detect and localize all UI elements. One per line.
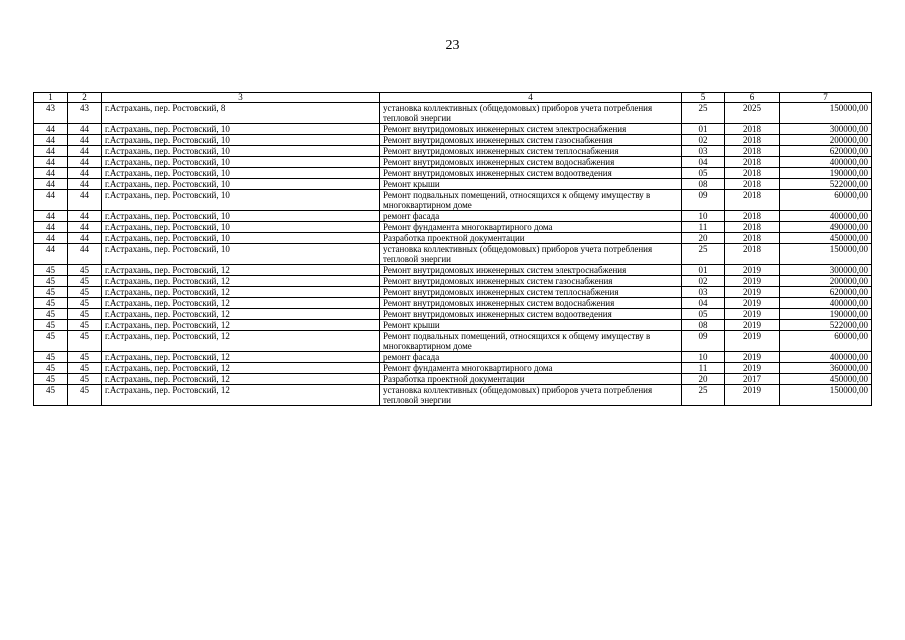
house-number-cell: 45 <box>68 276 102 287</box>
work-code-cell: 25 <box>682 385 725 406</box>
table-row <box>34 244 872 265</box>
address-cell: г.Астрахань, пер. Ростовский, 10 <box>102 124 380 135</box>
cost-cell: 400000,00 <box>780 157 872 168</box>
column-header: 6 <box>725 93 780 103</box>
cost-cell: 400000,00 <box>780 211 872 222</box>
work-code-cell: 08 <box>682 320 725 331</box>
row-number-cell: 44 <box>34 211 68 222</box>
year-cell: 2018 <box>725 244 780 265</box>
work-type-cell: Ремонт фундамента многоквартирного дома <box>380 222 682 233</box>
address-cell: г.Астрахань, пер. Ростовский, 10 <box>102 211 380 222</box>
table-row <box>34 309 872 320</box>
address-cell: г.Астрахань, пер. Ростовский, 12 <box>102 276 380 287</box>
table-row <box>34 190 872 211</box>
cost-cell: 450000,00 <box>780 374 872 385</box>
year-cell: 2017 <box>725 374 780 385</box>
house-number-cell: 45 <box>68 363 102 374</box>
house-number-cell: 45 <box>68 287 102 298</box>
year-cell: 2018 <box>725 135 780 146</box>
house-number-cell: 45 <box>68 265 102 276</box>
address-cell: г.Астрахань, пер. Ростовский, 12 <box>102 287 380 298</box>
year-cell: 2019 <box>725 309 780 320</box>
cost-cell: 60000,00 <box>780 331 872 352</box>
year-cell: 2019 <box>725 298 780 309</box>
row-number-cell: 45 <box>34 385 68 406</box>
year-cell: 2019 <box>725 287 780 298</box>
address-cell: г.Астрахань, пер. Ростовский, 10 <box>102 146 380 157</box>
house-number-cell: 44 <box>68 146 102 157</box>
table-row <box>34 146 872 157</box>
house-number-cell: 45 <box>68 352 102 363</box>
year-cell: 2019 <box>725 385 780 406</box>
work-type-cell: Ремонт внутридомовых инженерных систем водоснабжения <box>380 157 682 168</box>
row-number-cell: 44 <box>34 157 68 168</box>
year-cell: 2018 <box>725 146 780 157</box>
work-code-cell: 20 <box>682 233 725 244</box>
address-cell: г.Астрахань, пер. Ростовский, 12 <box>102 374 380 385</box>
column-header: 5 <box>682 93 725 103</box>
row-number-cell: 45 <box>34 331 68 352</box>
cost-cell: 400000,00 <box>780 298 872 309</box>
table-row <box>34 320 872 331</box>
work-type-cell: Ремонт внутридомовых инженерных систем электроснабжения <box>380 265 682 276</box>
cost-cell: 620000,00 <box>780 146 872 157</box>
house-number-cell: 44 <box>68 135 102 146</box>
column-header: 7 <box>780 93 872 103</box>
work-code-cell: 03 <box>682 146 725 157</box>
work-type-cell: Ремонт внутридомовых инженерных систем водоотведения <box>380 309 682 320</box>
house-number-cell: 44 <box>68 168 102 179</box>
row-number-cell: 43 <box>34 103 68 124</box>
cost-cell: 150000,00 <box>780 244 872 265</box>
house-number-cell: 45 <box>68 309 102 320</box>
year-cell: 2018 <box>725 211 780 222</box>
work-type-cell: Ремонт крыши <box>380 179 682 190</box>
table-row <box>34 103 872 124</box>
work-code-cell: 09 <box>682 331 725 352</box>
table-row <box>34 385 872 406</box>
row-number-cell: 44 <box>34 124 68 135</box>
work-code-cell: 04 <box>682 157 725 168</box>
house-number-cell: 45 <box>68 320 102 331</box>
house-number-cell: 44 <box>68 190 102 211</box>
work-type-cell: Ремонт внутридомовых инженерных систем теплоснабжения <box>380 287 682 298</box>
cost-cell: 300000,00 <box>780 265 872 276</box>
address-cell: г.Астрахань, пер. Ростовский, 8 <box>102 103 380 124</box>
address-cell: г.Астрахань, пер. Ростовский, 12 <box>102 331 380 352</box>
cost-cell: 360000,00 <box>780 363 872 374</box>
row-number-cell: 45 <box>34 352 68 363</box>
year-cell: 2025 <box>725 103 780 124</box>
work-type-cell: Ремонт внутридомовых инженерных систем электроснабжения <box>380 124 682 135</box>
row-number-cell: 45 <box>34 309 68 320</box>
work-type-cell: ремонт фасада <box>380 211 682 222</box>
cost-cell: 450000,00 <box>780 233 872 244</box>
work-code-cell: 25 <box>682 103 725 124</box>
address-cell: г.Астрахань, пер. Ростовский, 12 <box>102 320 380 331</box>
work-code-cell: 01 <box>682 124 725 135</box>
address-cell: г.Астрахань, пер. Ростовский, 10 <box>102 179 380 190</box>
house-number-cell: 45 <box>68 385 102 406</box>
work-type-cell: Ремонт внутридомовых инженерных систем газоснабжения <box>380 276 682 287</box>
year-cell: 2018 <box>725 233 780 244</box>
year-cell: 2018 <box>725 157 780 168</box>
address-cell: г.Астрахань, пер. Ростовский, 10 <box>102 190 380 211</box>
work-type-cell: установка коллективных (общедомовых) приборов учета потребления тепловой энергии <box>380 103 682 124</box>
row-number-cell: 44 <box>34 135 68 146</box>
work-code-cell: 02 <box>682 135 725 146</box>
cost-cell: 522000,00 <box>780 179 872 190</box>
address-cell: г.Астрахань, пер. Ростовский, 10 <box>102 135 380 146</box>
column-header: 2 <box>68 93 102 103</box>
column-header: 3 <box>102 93 380 103</box>
year-cell: 2018 <box>725 190 780 211</box>
year-cell: 2018 <box>725 222 780 233</box>
cost-cell: 150000,00 <box>780 103 872 124</box>
house-number-cell: 45 <box>68 298 102 309</box>
work-code-cell: 10 <box>682 352 725 363</box>
cost-cell: 200000,00 <box>780 276 872 287</box>
work-code-cell: 05 <box>682 168 725 179</box>
address-cell: г.Астрахань, пер. Ростовский, 10 <box>102 244 380 265</box>
work-type-cell: Ремонт внутридомовых инженерных систем водоотведения <box>380 168 682 179</box>
row-number-cell: 45 <box>34 298 68 309</box>
cost-cell: 190000,00 <box>780 168 872 179</box>
cost-cell: 190000,00 <box>780 309 872 320</box>
work-code-cell: 05 <box>682 309 725 320</box>
house-number-cell: 44 <box>68 233 102 244</box>
work-type-cell: Ремонт внутридомовых инженерных систем водоснабжения <box>380 298 682 309</box>
year-cell: 2018 <box>725 179 780 190</box>
work-type-cell: Ремонт фундамента многоквартирного дома <box>380 363 682 374</box>
work-code-cell: 02 <box>682 276 725 287</box>
year-cell: 2018 <box>725 168 780 179</box>
house-number-cell: 45 <box>68 374 102 385</box>
table-row <box>34 157 872 168</box>
house-number-cell: 45 <box>68 331 102 352</box>
row-number-cell: 45 <box>34 374 68 385</box>
address-cell: г.Астрахань, пер. Ростовский, 10 <box>102 168 380 179</box>
row-number-cell: 44 <box>34 244 68 265</box>
table-row <box>34 331 872 352</box>
row-number-cell: 45 <box>34 320 68 331</box>
cost-cell: 620000,00 <box>780 287 872 298</box>
work-code-cell: 08 <box>682 179 725 190</box>
address-cell: г.Астрахань, пер. Ростовский, 12 <box>102 298 380 309</box>
work-code-cell: 09 <box>682 190 725 211</box>
address-cell: г.Астрахань, пер. Ростовский, 10 <box>102 233 380 244</box>
row-number-cell: 45 <box>34 287 68 298</box>
work-type-cell: Ремонт крыши <box>380 320 682 331</box>
row-number-cell: 44 <box>34 190 68 211</box>
house-number-cell: 44 <box>68 124 102 135</box>
work-type-cell: ремонт фасада <box>380 352 682 363</box>
table-row <box>34 233 872 244</box>
row-number-cell: 45 <box>34 265 68 276</box>
work-type-cell: Ремонт внутридомовых инженерных систем газоснабжения <box>380 135 682 146</box>
cost-cell: 522000,00 <box>780 320 872 331</box>
house-number-cell: 44 <box>68 211 102 222</box>
work-type-cell: Разработка проектной документации <box>380 374 682 385</box>
table-row <box>34 222 872 233</box>
work-code-cell: 04 <box>682 298 725 309</box>
address-cell: г.Астрахань, пер. Ростовский, 10 <box>102 157 380 168</box>
address-cell: г.Астрахань, пер. Ростовский, 12 <box>102 363 380 374</box>
table-row <box>34 124 872 135</box>
table-row <box>34 374 872 385</box>
table-row <box>34 352 872 363</box>
house-number-cell: 44 <box>68 179 102 190</box>
table-body <box>34 103 872 406</box>
year-cell: 2019 <box>725 320 780 331</box>
year-cell: 2019 <box>725 265 780 276</box>
row-number-cell: 45 <box>34 276 68 287</box>
column-number-row <box>34 93 872 103</box>
table-row <box>34 287 872 298</box>
cost-cell: 150000,00 <box>780 385 872 406</box>
work-code-cell: 11 <box>682 222 725 233</box>
work-type-cell: установка коллективных (общедомовых) приборов учета потребления тепловой энергии <box>380 244 682 265</box>
year-cell: 2019 <box>725 363 780 374</box>
work-code-cell: 11 <box>682 363 725 374</box>
work-code-cell: 20 <box>682 374 725 385</box>
work-type-cell: Ремонт подвальных помещений, относящихся к общему имуществу в многоквартирном доме <box>380 331 682 352</box>
repair-schedule-table <box>33 92 872 406</box>
cost-cell: 490000,00 <box>780 222 872 233</box>
year-cell: 2019 <box>725 352 780 363</box>
column-header: 1 <box>34 93 68 103</box>
work-type-cell: установка коллективных (общедомовых) приборов учета потребления тепловой энергии <box>380 385 682 406</box>
house-number-cell: 44 <box>68 244 102 265</box>
column-header: 4 <box>380 93 682 103</box>
work-code-cell: 03 <box>682 287 725 298</box>
table-row <box>34 265 872 276</box>
table-row <box>34 298 872 309</box>
work-code-cell: 10 <box>682 211 725 222</box>
address-cell: г.Астрахань, пер. Ростовский, 12 <box>102 385 380 406</box>
table-row <box>34 135 872 146</box>
cost-cell: 400000,00 <box>780 352 872 363</box>
work-code-cell: 01 <box>682 265 725 276</box>
house-number-cell: 44 <box>68 222 102 233</box>
address-cell: г.Астрахань, пер. Ростовский, 12 <box>102 265 380 276</box>
work-type-cell: Разработка проектной документации <box>380 233 682 244</box>
row-number-cell: 44 <box>34 146 68 157</box>
table-row <box>34 276 872 287</box>
work-type-cell: Ремонт внутридомовых инженерных систем теплоснабжения <box>380 146 682 157</box>
address-cell: г.Астрахань, пер. Ростовский, 12 <box>102 352 380 363</box>
house-number-cell: 44 <box>68 157 102 168</box>
table-row <box>34 211 872 222</box>
year-cell: 2019 <box>725 276 780 287</box>
row-number-cell: 45 <box>34 363 68 374</box>
row-number-cell: 44 <box>34 179 68 190</box>
cost-cell: 60000,00 <box>780 190 872 211</box>
year-cell: 2019 <box>725 331 780 352</box>
table-row <box>34 363 872 374</box>
cost-cell: 200000,00 <box>780 135 872 146</box>
house-number-cell: 43 <box>68 103 102 124</box>
row-number-cell: 44 <box>34 168 68 179</box>
row-number-cell: 44 <box>34 222 68 233</box>
work-code-cell: 25 <box>682 244 725 265</box>
year-cell: 2018 <box>725 124 780 135</box>
work-type-cell: Ремонт подвальных помещений, относящихся к общему имуществу в многоквартирном доме <box>380 190 682 211</box>
address-cell: г.Астрахань, пер. Ростовский, 12 <box>102 309 380 320</box>
table-row <box>34 168 872 179</box>
table-row <box>34 179 872 190</box>
cost-cell: 300000,00 <box>780 124 872 135</box>
row-number-cell: 44 <box>34 233 68 244</box>
address-cell: г.Астрахань, пер. Ростовский, 10 <box>102 222 380 233</box>
page-number: 23 <box>445 38 460 53</box>
